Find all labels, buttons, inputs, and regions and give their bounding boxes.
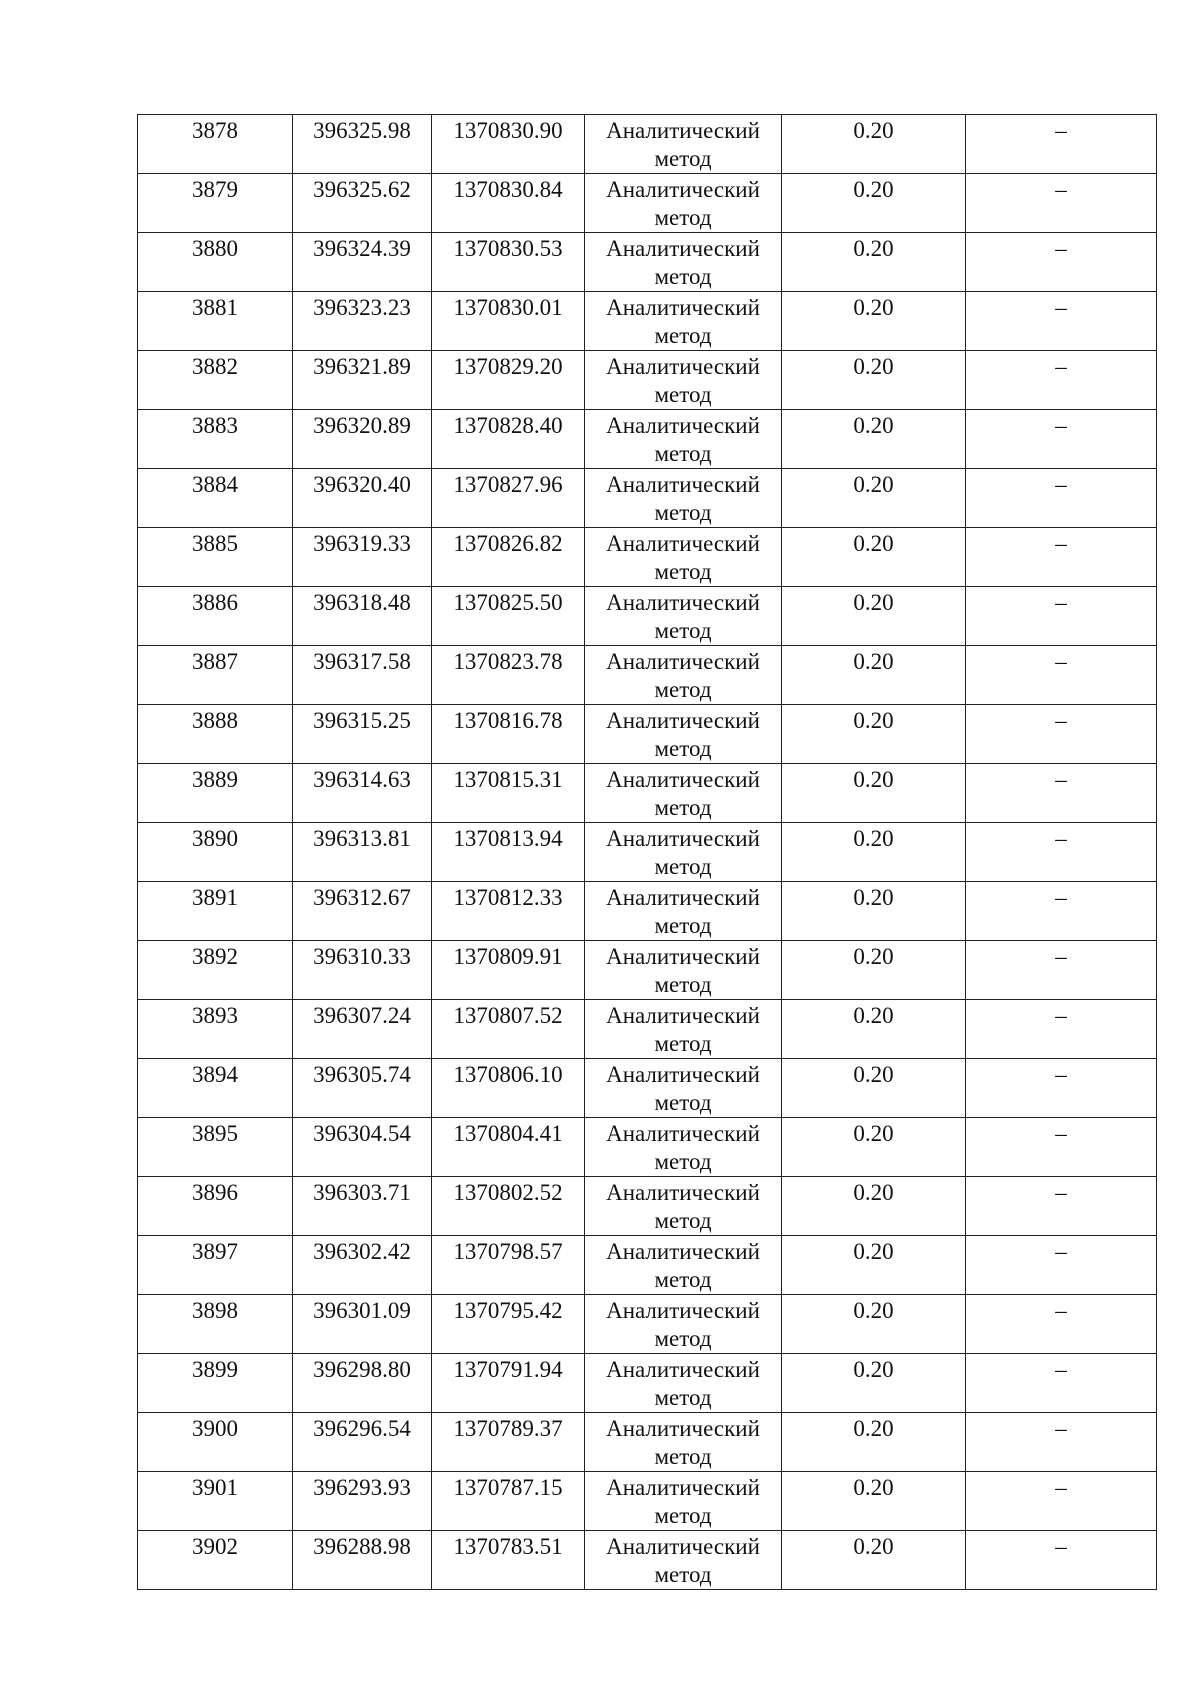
x-coordinate-cell: 396288.98 [293, 1531, 432, 1590]
accuracy-cell: 0.20 [782, 1472, 966, 1531]
table-row [138, 882, 1157, 941]
y-coordinate-cell: 1370826.82 [432, 528, 585, 587]
table-row [138, 528, 1157, 587]
x-coordinate-cell: 396325.62 [293, 174, 432, 233]
table-row [138, 351, 1157, 410]
table-row [138, 823, 1157, 882]
note-cell: – [966, 1531, 1157, 1590]
table-row [138, 115, 1157, 174]
accuracy-cell: 0.20 [782, 233, 966, 292]
table-row [138, 1295, 1157, 1354]
point-number-cell: 3902 [138, 1531, 293, 1590]
y-coordinate-cell: 1370807.52 [432, 1000, 585, 1059]
x-coordinate-cell: 396320.89 [293, 410, 432, 469]
method-cell: Аналитический метод [585, 174, 782, 233]
note-cell: – [966, 646, 1157, 705]
note-cell: – [966, 410, 1157, 469]
table-row [138, 1059, 1157, 1118]
point-number-cell: 3901 [138, 1472, 293, 1531]
note-cell: – [966, 174, 1157, 233]
method-cell: Аналитический метод [585, 941, 782, 1000]
y-coordinate-cell: 1370802.52 [432, 1177, 585, 1236]
point-number-cell: 3886 [138, 587, 293, 646]
point-number-cell: 3891 [138, 882, 293, 941]
table-row [138, 764, 1157, 823]
table-row [138, 1531, 1157, 1590]
method-cell: Аналитический метод [585, 1000, 782, 1059]
accuracy-cell: 0.20 [782, 1000, 966, 1059]
note-cell: – [966, 823, 1157, 882]
point-number-cell: 3896 [138, 1177, 293, 1236]
accuracy-cell: 0.20 [782, 764, 966, 823]
table-row [138, 646, 1157, 705]
table-row [138, 705, 1157, 764]
point-number-cell: 3892 [138, 941, 293, 1000]
point-number-cell: 3889 [138, 764, 293, 823]
method-cell: Аналитический метод [585, 1472, 782, 1531]
x-coordinate-cell: 396324.39 [293, 233, 432, 292]
x-coordinate-cell: 396321.89 [293, 351, 432, 410]
y-coordinate-cell: 1370787.15 [432, 1472, 585, 1531]
point-number-cell: 3884 [138, 469, 293, 528]
x-coordinate-cell: 396315.25 [293, 705, 432, 764]
note-cell: – [966, 528, 1157, 587]
method-cell: Аналитический метод [585, 1236, 782, 1295]
y-coordinate-cell: 1370829.20 [432, 351, 585, 410]
x-coordinate-cell: 396325.98 [293, 115, 432, 174]
table-row [138, 233, 1157, 292]
method-cell: Аналитический метод [585, 233, 782, 292]
point-number-cell: 3898 [138, 1295, 293, 1354]
x-coordinate-cell: 396298.80 [293, 1354, 432, 1413]
accuracy-cell: 0.20 [782, 705, 966, 764]
coordinates-table-body [138, 115, 1157, 1590]
note-cell: – [966, 1413, 1157, 1472]
point-number-cell: 3894 [138, 1059, 293, 1118]
x-coordinate-cell: 396301.09 [293, 1295, 432, 1354]
table-row [138, 174, 1157, 233]
coordinates-table [137, 114, 1157, 1590]
table-row [138, 587, 1157, 646]
y-coordinate-cell: 1370809.91 [432, 941, 585, 1000]
method-cell: Аналитический метод [585, 587, 782, 646]
y-coordinate-cell: 1370830.90 [432, 115, 585, 174]
y-coordinate-cell: 1370791.94 [432, 1354, 585, 1413]
method-cell: Аналитический метод [585, 351, 782, 410]
accuracy-cell: 0.20 [782, 1118, 966, 1177]
y-coordinate-cell: 1370812.33 [432, 882, 585, 941]
x-coordinate-cell: 396307.24 [293, 1000, 432, 1059]
y-coordinate-cell: 1370827.96 [432, 469, 585, 528]
point-number-cell: 3897 [138, 1236, 293, 1295]
table-row [138, 1236, 1157, 1295]
note-cell: – [966, 351, 1157, 410]
point-number-cell: 3880 [138, 233, 293, 292]
note-cell: – [966, 1236, 1157, 1295]
point-number-cell: 3888 [138, 705, 293, 764]
y-coordinate-cell: 1370798.57 [432, 1236, 585, 1295]
method-cell: Аналитический метод [585, 469, 782, 528]
x-coordinate-cell: 396312.67 [293, 882, 432, 941]
point-number-cell: 3887 [138, 646, 293, 705]
table-row [138, 1177, 1157, 1236]
note-cell: – [966, 764, 1157, 823]
table-row [138, 1000, 1157, 1059]
method-cell: Аналитический метод [585, 115, 782, 174]
y-coordinate-cell: 1370816.78 [432, 705, 585, 764]
point-number-cell: 3878 [138, 115, 293, 174]
point-number-cell: 3890 [138, 823, 293, 882]
accuracy-cell: 0.20 [782, 528, 966, 587]
table-row [138, 1413, 1157, 1472]
point-number-cell: 3881 [138, 292, 293, 351]
method-cell: Аналитический метод [585, 764, 782, 823]
note-cell: – [966, 1354, 1157, 1413]
y-coordinate-cell: 1370804.41 [432, 1118, 585, 1177]
accuracy-cell: 0.20 [782, 646, 966, 705]
y-coordinate-cell: 1370825.50 [432, 587, 585, 646]
accuracy-cell: 0.20 [782, 1059, 966, 1118]
point-number-cell: 3899 [138, 1354, 293, 1413]
point-number-cell: 3882 [138, 351, 293, 410]
accuracy-cell: 0.20 [782, 469, 966, 528]
accuracy-cell: 0.20 [782, 115, 966, 174]
x-coordinate-cell: 396318.48 [293, 587, 432, 646]
note-cell: – [966, 1000, 1157, 1059]
note-cell: – [966, 469, 1157, 528]
accuracy-cell: 0.20 [782, 351, 966, 410]
note-cell: – [966, 1118, 1157, 1177]
x-coordinate-cell: 396317.58 [293, 646, 432, 705]
y-coordinate-cell: 1370815.31 [432, 764, 585, 823]
y-coordinate-cell: 1370830.84 [432, 174, 585, 233]
y-coordinate-cell: 1370830.01 [432, 292, 585, 351]
y-coordinate-cell: 1370828.40 [432, 410, 585, 469]
table-row [138, 1118, 1157, 1177]
table-row [138, 469, 1157, 528]
accuracy-cell: 0.20 [782, 941, 966, 1000]
x-coordinate-cell: 396302.42 [293, 1236, 432, 1295]
table-row [138, 941, 1157, 1000]
note-cell: – [966, 233, 1157, 292]
x-coordinate-cell: 396320.40 [293, 469, 432, 528]
method-cell: Аналитический метод [585, 1413, 782, 1472]
note-cell: – [966, 115, 1157, 174]
table-row [138, 1354, 1157, 1413]
x-coordinate-cell: 396296.54 [293, 1413, 432, 1472]
point-number-cell: 3900 [138, 1413, 293, 1472]
method-cell: Аналитический метод [585, 1354, 782, 1413]
y-coordinate-cell: 1370783.51 [432, 1531, 585, 1590]
note-cell: – [966, 1177, 1157, 1236]
point-number-cell: 3895 [138, 1118, 293, 1177]
y-coordinate-cell: 1370830.53 [432, 233, 585, 292]
x-coordinate-cell: 396293.93 [293, 1472, 432, 1531]
accuracy-cell: 0.20 [782, 882, 966, 941]
method-cell: Аналитический метод [585, 882, 782, 941]
point-number-cell: 3879 [138, 174, 293, 233]
note-cell: – [966, 1295, 1157, 1354]
accuracy-cell: 0.20 [782, 292, 966, 351]
table-row [138, 410, 1157, 469]
note-cell: – [966, 941, 1157, 1000]
point-number-cell: 3885 [138, 528, 293, 587]
note-cell: – [966, 292, 1157, 351]
note-cell: – [966, 587, 1157, 646]
x-coordinate-cell: 396304.54 [293, 1118, 432, 1177]
method-cell: Аналитический метод [585, 646, 782, 705]
x-coordinate-cell: 396310.33 [293, 941, 432, 1000]
y-coordinate-cell: 1370806.10 [432, 1059, 585, 1118]
x-coordinate-cell: 396305.74 [293, 1059, 432, 1118]
method-cell: Аналитический метод [585, 1295, 782, 1354]
x-coordinate-cell: 396313.81 [293, 823, 432, 882]
point-number-cell: 3883 [138, 410, 293, 469]
accuracy-cell: 0.20 [782, 1177, 966, 1236]
table-row [138, 1472, 1157, 1531]
accuracy-cell: 0.20 [782, 1354, 966, 1413]
x-coordinate-cell: 396319.33 [293, 528, 432, 587]
method-cell: Аналитический метод [585, 705, 782, 764]
accuracy-cell: 0.20 [782, 174, 966, 233]
table-row [138, 292, 1157, 351]
y-coordinate-cell: 1370795.42 [432, 1295, 585, 1354]
note-cell: – [966, 882, 1157, 941]
method-cell: Аналитический метод [585, 1531, 782, 1590]
method-cell: Аналитический метод [585, 528, 782, 587]
y-coordinate-cell: 1370823.78 [432, 646, 585, 705]
method-cell: Аналитический метод [585, 1059, 782, 1118]
accuracy-cell: 0.20 [782, 823, 966, 882]
y-coordinate-cell: 1370789.37 [432, 1413, 585, 1472]
method-cell: Аналитический метод [585, 410, 782, 469]
note-cell: – [966, 705, 1157, 764]
method-cell: Аналитический метод [585, 1118, 782, 1177]
accuracy-cell: 0.20 [782, 1236, 966, 1295]
accuracy-cell: 0.20 [782, 587, 966, 646]
x-coordinate-cell: 396303.71 [293, 1177, 432, 1236]
accuracy-cell: 0.20 [782, 1413, 966, 1472]
method-cell: Аналитический метод [585, 823, 782, 882]
point-number-cell: 3893 [138, 1000, 293, 1059]
method-cell: Аналитический метод [585, 1177, 782, 1236]
x-coordinate-cell: 396323.23 [293, 292, 432, 351]
note-cell: – [966, 1059, 1157, 1118]
y-coordinate-cell: 1370813.94 [432, 823, 585, 882]
accuracy-cell: 0.20 [782, 410, 966, 469]
accuracy-cell: 0.20 [782, 1531, 966, 1590]
note-cell: – [966, 1472, 1157, 1531]
x-coordinate-cell: 396314.63 [293, 764, 432, 823]
accuracy-cell: 0.20 [782, 1295, 966, 1354]
method-cell: Аналитический метод [585, 292, 782, 351]
